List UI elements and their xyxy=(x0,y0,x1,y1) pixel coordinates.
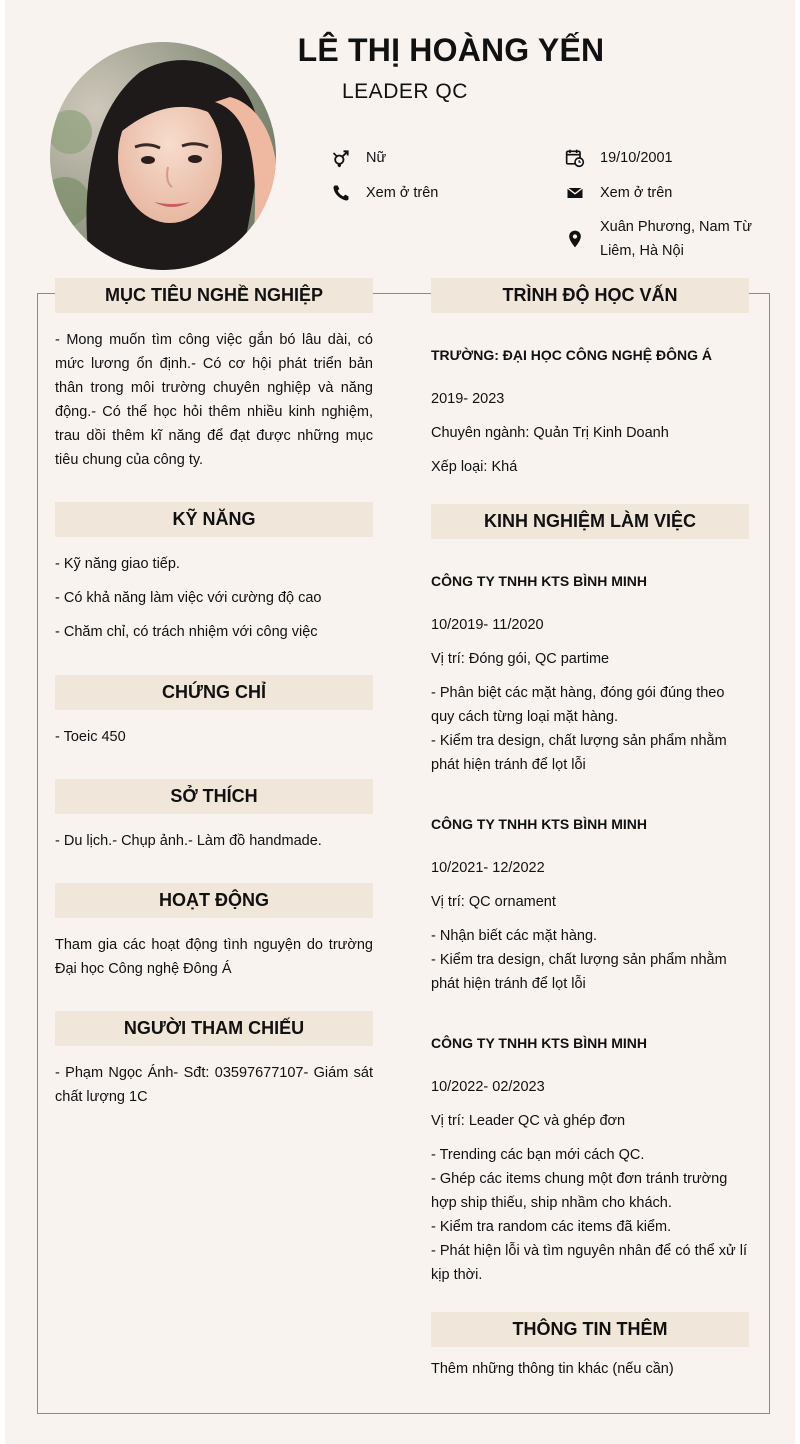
job-desc: - Kiểm tra design, chất lượng sản phẩm nhằm phát hiện tránh để lọt lỗi xyxy=(431,952,727,992)
phone-info xyxy=(328,181,438,205)
references-header: NGƯỜI THAM CHIẾU xyxy=(55,1011,373,1046)
phone-value: Xem ở trên xyxy=(366,185,439,201)
gender-info xyxy=(328,146,386,170)
gender-value: Nữ xyxy=(366,150,387,166)
cv-page xyxy=(5,0,795,1444)
objective-header: MỤC TIÊU NGHỀ NGHIỆP xyxy=(55,278,373,313)
job-desc: - Phân biệt các mặt hàng, đóng gói đúng theo quy cách từng loại mặt hàng. xyxy=(431,685,725,725)
job-desc: - Trending các bạn mới cách QC. xyxy=(431,1147,645,1163)
hobbies-text: - Du lịch.- Chụp ảnh.- Làm đồ handmade. xyxy=(55,833,322,849)
gender-icon xyxy=(328,146,354,170)
avatar xyxy=(50,42,276,270)
calendar-icon xyxy=(562,146,588,170)
education-header: TRÌNH ĐỘ HỌC VẤN xyxy=(431,278,749,313)
job-desc: - Ghép các items chung một đơn tránh trường hợp ship thiếu, ship nhầm cho khách. xyxy=(431,1171,728,1211)
email-info xyxy=(562,181,672,205)
education-rank: Xếp loại: Khá xyxy=(431,459,518,475)
education-years: 2019- 2023 xyxy=(431,391,505,407)
address-value: Xuân Phương, Nam Từ Liêm, Hà Nội xyxy=(600,219,752,259)
job-company: CÔNG TY TNHH KTS BÌNH MINH xyxy=(431,816,647,832)
phone-icon xyxy=(328,181,354,205)
job-period: 10/2022- 02/2023 xyxy=(431,1079,545,1095)
job-desc: - Kiểm tra design, chất lượng sản phẩm nhằm phát hiện tránh để lọt lỗi xyxy=(431,733,727,773)
dob-value: 19/10/2001 xyxy=(600,150,673,166)
extra-header: THÔNG TIN THÊM xyxy=(431,1312,749,1347)
job-period: 10/2021- 12/2022 xyxy=(431,860,545,876)
location-pin-icon xyxy=(562,227,588,251)
skills-header: KỸ NĂNG xyxy=(55,502,373,537)
skill-item: - Có khả năng làm việc với cường độ cao xyxy=(55,590,322,606)
mail-icon xyxy=(562,181,588,205)
job-desc: - Phát hiện lỗi và tìm nguyên nhân để có thể xử lí kịp thời. xyxy=(431,1243,748,1283)
job-position: Vị trí: QC ornament xyxy=(431,894,556,910)
certificates-text: - Toeic 450 xyxy=(55,729,126,745)
avatar-photo-icon xyxy=(50,42,276,270)
objective-text: - Mong muốn tìm công việc gắn bó lâu dài, có mức lương ổn định.- Có cơ hội phát triển bản thân trong môi trường chuyên nghiệp và năng động.- Có thể học hỏi thêm nhiều kinh nghiệm, trau dồi thêm kĩ năng để đạt được những mục tiêu chung của công ty. xyxy=(55,332,373,468)
references-text: - Phạm Ngọc Ánh- Sđt: 03597677107- Giám sát chất lượng 1C xyxy=(55,1065,373,1105)
job-desc: - Kiểm tra random các items đã kiểm. xyxy=(431,1219,672,1235)
candidate-name: LÊ THỊ HOÀNG YẾN xyxy=(297,32,605,68)
skill-item: - Chăm chỉ, có trách nhiệm với công việc xyxy=(55,624,318,640)
email-value: Xem ở trên xyxy=(600,185,673,201)
certificates-header: CHỨNG CHỈ xyxy=(55,675,373,710)
candidate-role: LEADER QC xyxy=(342,80,468,103)
job-period: 10/2019- 11/2020 xyxy=(431,617,544,633)
job-company: CÔNG TY TNHH KTS BÌNH MINH xyxy=(431,1035,647,1051)
address-info xyxy=(562,215,782,263)
education-major: Chuyên ngành: Quản Trị Kinh Doanh xyxy=(431,425,669,441)
job-company: CÔNG TY TNHH KTS BÌNH MINH xyxy=(431,573,647,589)
job-desc: - Nhận biết các mặt hàng. xyxy=(431,928,598,944)
education-school: TRƯỜNG: ĐẠI HỌC CÔNG NGHỆ ĐÔNG Á xyxy=(431,347,712,363)
job-position: Vị trí: Đóng gói, QC partime xyxy=(431,651,610,667)
skill-item: - Kỹ năng giao tiếp. xyxy=(55,556,180,572)
experience-header: KINH NGHIỆM LÀM VIỆC xyxy=(431,504,749,539)
activities-header: HOẠT ĐỘNG xyxy=(55,883,373,918)
job-position: Vị trí: Leader QC và ghép đơn xyxy=(431,1113,626,1129)
activities-text: Tham gia các hoạt động tình nguyện do trường Đại học Công nghệ Đông Á xyxy=(55,937,373,977)
dob-info xyxy=(562,146,673,170)
extra-text: Thêm những thông tin khác (nếu cần) xyxy=(431,1361,674,1377)
hobbies-header: SỞ THÍCH xyxy=(55,779,373,814)
